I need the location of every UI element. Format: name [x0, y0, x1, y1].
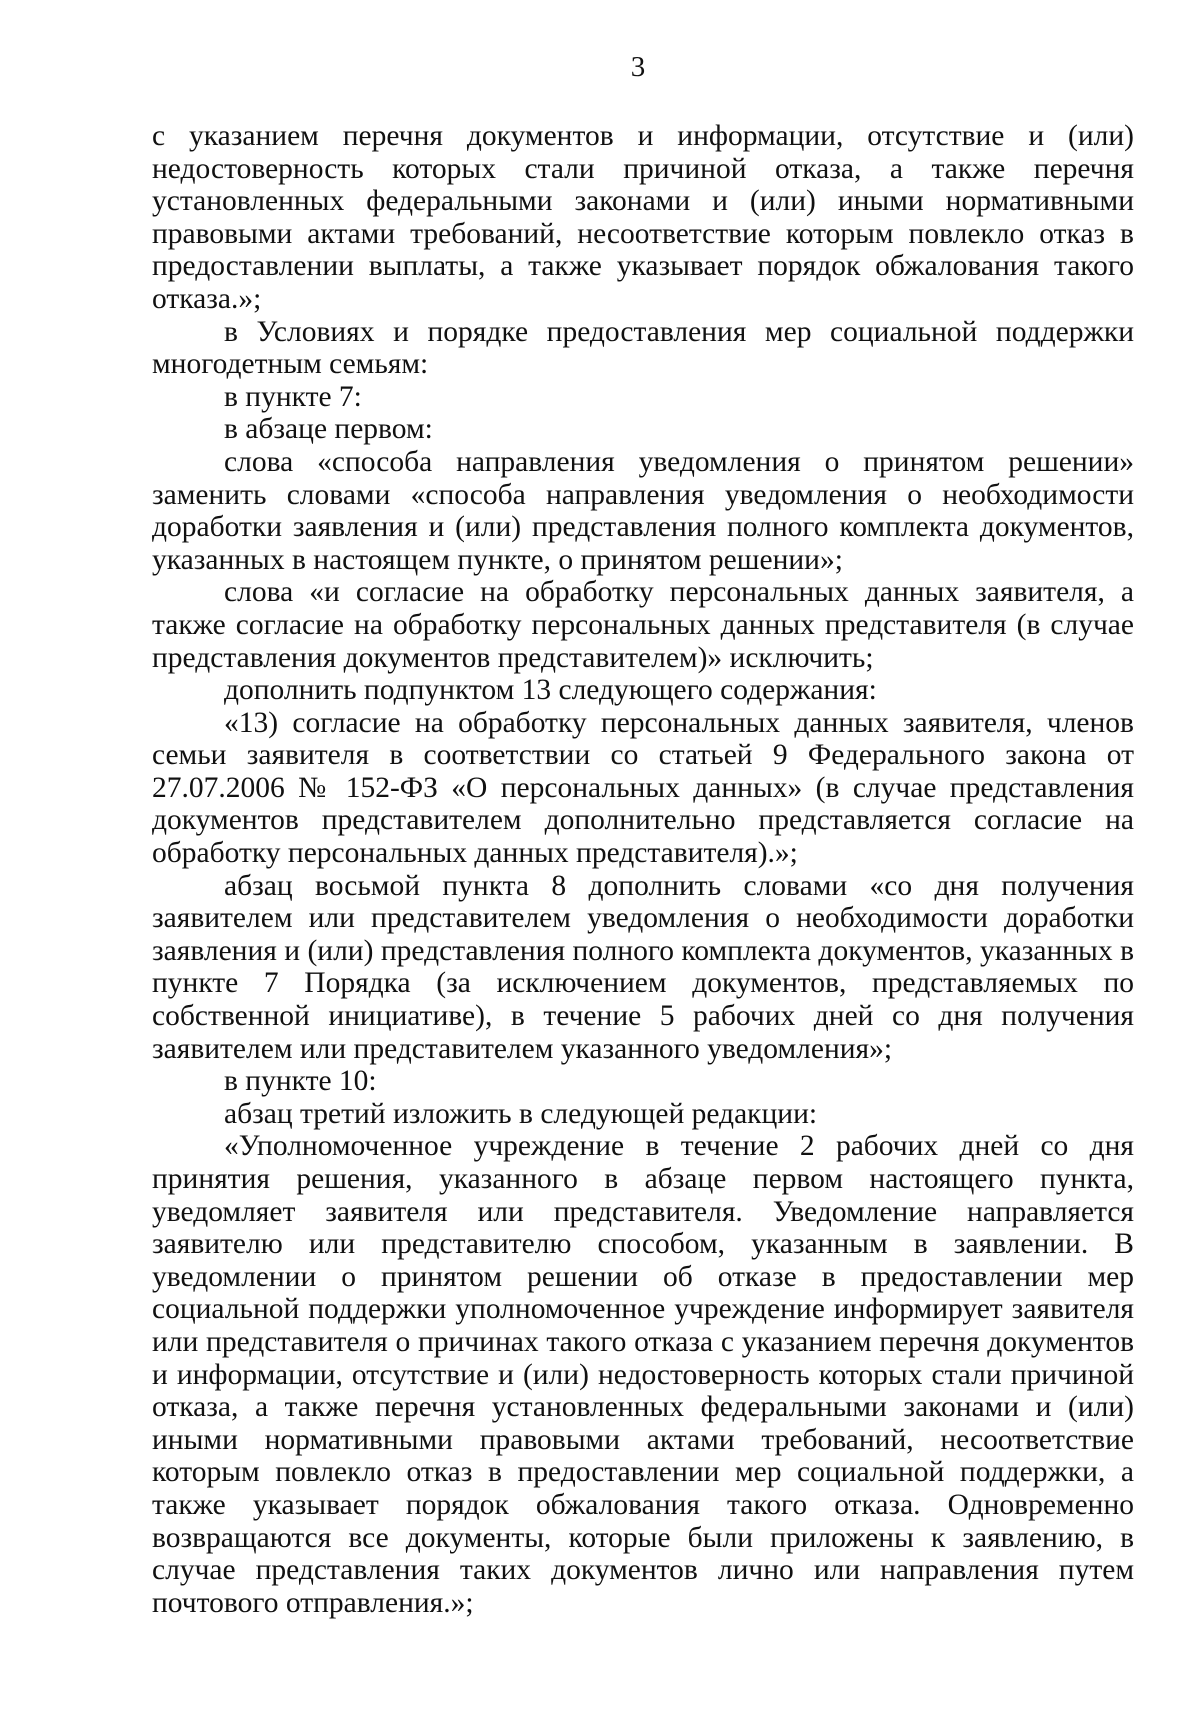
page-number: 3 — [630, 51, 646, 83]
document-paragraph: дополнить подпунктом 13 следующего содержания: — [224, 674, 877, 707]
document-paragraph: абзац третий изложить в следующей редакции: — [224, 1097, 818, 1130]
document-paragraph: в абзаце первом: — [224, 413, 433, 446]
document-paragraph: «13) согласие на обработку персональных данных заявителя, членов семьи заявителя в соответствии со статьей 9 Федерального закона от 27.07.2006 № 152-ФЗ «О персональных данных» (в случае представления документов представителем дополнительно представляется согласие на обработку персональных данных представителя).»; — [152, 706, 1134, 870]
document-paragraph: абзац восьмой пункта 8 дополнить словами «со дня получения заявителем или представителем уведомления о необходимости доработки заявления и (или) представления полного комплекта документов, указанных в пункте 7 Порядка (за исключением документов, представляемых по собственной инициативе), в течение 5 рабочих дней со дня получения заявителем или представителем указанного уведомления»; — [152, 869, 1134, 1065]
document-paragraph: с указанием перечня документов и информации, отсутствие и (или) недостоверность которых стали причиной отказа, а также перечня установленных федеральными законами и (или) иными нормативными правовыми актами требований, несоответствие которым повлекло отказ в предоставлении выплаты, а также указывает порядок обжалования такого отказа.»; — [152, 120, 1134, 315]
document-paragraph: в Условиях и порядке предоставления мер социальной поддержки многодетным семьям: — [152, 315, 1134, 381]
document-paragraph: «Уполномоченное учреждение в течение 2 рабочих дней со дня принятия решения, указанного в абзаце первом настоящего пункта, уведомляет заявителя или представителя. Уведомление направляется заявителю или представителю способом, указанным в заявлении. В уведомлении о принятом решении об отказе в предоставлении мер социальной поддержки уполномоченное учреждение информирует заявителя или представителя о причинах такого отказа с указанием перечня документов и информации, отсутствие и (или) недостоверность которых стали причиной отказа, а также перечня установленных федеральными законами и (или) иными нормативными правовыми актами требований, несоответствие которым повлекло отказ в предоставлении мер социальной поддержки, а также указывает порядок обжалования такого отказа. Одновременно возвращаются все документы, которые были приложены к заявлению, в случае представления таких документов лично или направления путем почтового отправления.»; — [152, 1130, 1134, 1619]
document-paragraph: в пункте 7: — [224, 380, 362, 413]
document-paragraph: слова «и согласие на обработку персональных данных заявителя, а также согласие на обработку персональных данных представителя (в случае представления документов представителем)» исключить; — [152, 576, 1134, 674]
document-body — [152, 120, 1134, 1619]
document-paragraph: слова «способа направления уведомления о принятом решении» заменить словами «способа направления уведомления о необходимости доработки заявления и (или) представления полного комплекта документов, указанных в настоящем пункте, о принятом решении»; — [152, 445, 1134, 576]
document-paragraph: в пункте 10: — [224, 1065, 377, 1098]
